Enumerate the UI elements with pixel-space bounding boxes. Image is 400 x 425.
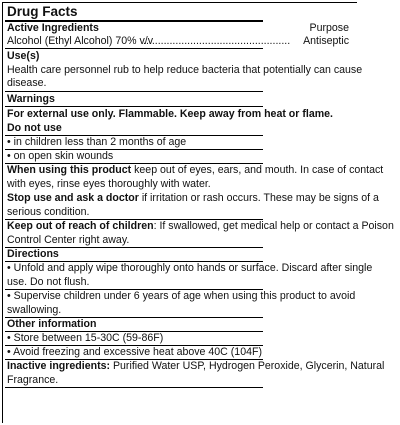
drug-facts-title: Drug Facts	[7, 4, 78, 19]
external-use-warning: For external use only. Flammable. Keep away from heat or flame.	[7, 108, 333, 120]
do-not-use-item: • in children less than 2 months of age	[7, 136, 187, 148]
purpose-value: Antiseptic	[303, 35, 349, 47]
when-using-label: When using this product	[7, 164, 132, 176]
active-ingredients-heading: Active Ingredients	[7, 22, 99, 34]
warnings-heading: Warnings	[7, 93, 55, 105]
uses-text-2: disease.	[7, 77, 47, 89]
rule	[5, 91, 263, 92]
keep-out-label: Keep out of reach of children	[7, 220, 154, 232]
uses-heading: Use(s)	[7, 50, 40, 62]
rule	[5, 48, 263, 49]
purpose-heading: Purpose	[309, 22, 349, 34]
active-ingredient: Alcohol (Ethyl Alcohol) 70% v/v	[7, 35, 154, 47]
stop-use-line-1	[7, 192, 379, 205]
inactive-line-1	[7, 360, 385, 373]
leader-dots: ..................................................	[143, 35, 291, 47]
inactive-label: Inactive ingredients:	[7, 360, 111, 372]
other-info-heading: Other information	[7, 318, 97, 330]
when-using-line-2: with eyes, rinse eyes thoroughly with water.	[7, 178, 211, 190]
stop-use-line-2: serious condition.	[7, 206, 90, 218]
directions-item-1b: use. Do not flush.	[7, 276, 90, 288]
other-info-item: • Avoid freezing and excessive heat above 40C (104F)	[7, 346, 262, 358]
inactive-text: Purified Water USP, Hydrogen Peroxide, Glycerin, Natural	[110, 360, 385, 372]
keep-out-line-2: Control Center right away.	[7, 234, 130, 246]
directions-item-1a: • Unfold and apply wipe thoroughly onto hands or surface. Discard after single	[7, 262, 373, 274]
rule	[5, 387, 263, 388]
stop-use-label: Stop use and ask a doctor	[7, 192, 139, 204]
inactive-line-2: Fragrance.	[7, 374, 59, 386]
do-not-use-heading: Do not use	[7, 122, 62, 134]
drug-facts-panel	[2, 2, 394, 423]
directions-item-2a: • Supervise children under 6 years of age when using this product to avoid	[7, 290, 356, 302]
rule	[5, 106, 263, 107]
uses-text-1: Health care personnel rub to help reduce bacteria that potentially can cause	[7, 64, 363, 76]
when-using-line-1	[7, 164, 384, 177]
keep-out-text: : If swallowed, get medical help or contact a Poison	[153, 220, 394, 232]
directions-item-2b: swallowing.	[7, 304, 62, 316]
other-info-item: • Store between 15-30C (59-86F)	[7, 332, 164, 344]
do-not-use-item: • on open skin wounds	[7, 150, 114, 162]
directions-heading: Directions	[7, 248, 59, 260]
keep-out-line-1	[7, 220, 394, 233]
when-using-text: keep out of eyes, ears, and mouth. In case of contact	[131, 164, 384, 176]
stop-use-text: if irritation or rash occurs. These may be signs of a	[138, 192, 379, 204]
